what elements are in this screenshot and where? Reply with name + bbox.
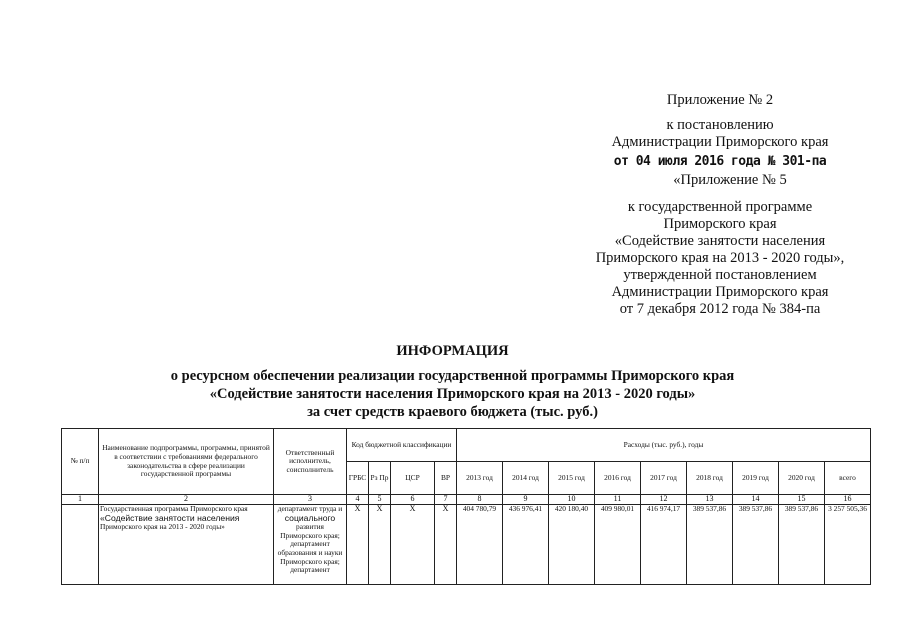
column-number: 15: [779, 495, 825, 505]
responsible-title: социального: [284, 512, 336, 523]
row-num: [62, 505, 99, 585]
program-title-1: «Содействие занятости населения: [614, 233, 826, 249]
responsible-suffix: развития Приморского края; департамент образования и науки Приморского края; департамент: [277, 522, 343, 575]
header-rzpr: Рз Пр: [369, 462, 391, 495]
row-value: 389 537,86: [733, 505, 779, 585]
program-ref: к государственной программе: [627, 199, 813, 215]
column-number: 5: [369, 495, 391, 505]
column-number: 4: [347, 495, 369, 505]
program-title-2: Приморского края на 2013 - 2020 годы»,: [595, 250, 845, 266]
original-appendix-number: «Приложение № 5: [673, 172, 787, 188]
header-csr: ЦСР: [391, 462, 435, 495]
column-number: 14: [733, 495, 779, 505]
header-year: 2020 год: [779, 462, 825, 495]
document-subtitle-3: за счет средств краевого бюджета (тыс. руб.): [307, 404, 598, 420]
column-number: 12: [641, 495, 687, 505]
column-number: 2: [99, 495, 274, 505]
program-region: Приморского края: [663, 216, 777, 232]
row-responsible: [274, 505, 347, 585]
row-vr: X: [435, 505, 457, 585]
column-number: 7: [435, 495, 457, 505]
row-value: 389 537,86: [687, 505, 733, 585]
approved-by: утвержденной постановлением: [623, 267, 817, 283]
header-name: Наименование подпрограммы, программы, принятой в соответствии с требованиями федерального законодательства в сфере реализации государственной программы: [99, 429, 274, 495]
table-row: [62, 505, 871, 585]
document-subtitle-2: «Содействие занятости населения Приморского края на 2013 - 2020 годы»: [209, 386, 696, 402]
row-program-name: [99, 505, 274, 585]
row-total: 3 257 505,36: [825, 505, 871, 585]
resource-table: [61, 428, 871, 585]
row-value: 404 780,79: [457, 505, 503, 585]
program-name-title: «Содействие занятости населения: [100, 512, 240, 523]
column-number: 3: [274, 495, 347, 505]
header-responsible: Ответственный исполнитель, соисполнитель: [274, 429, 347, 495]
row-value: 416 974,17: [641, 505, 687, 585]
column-number: 11: [595, 495, 641, 505]
program-name-suffix: Приморского края на 2013 - 2020 годы»: [100, 522, 225, 532]
column-number: 16: [825, 495, 871, 505]
header-total: всего: [825, 462, 871, 495]
column-number: 10: [549, 495, 595, 505]
row-csr: X: [391, 505, 435, 585]
header-year: 2015 год: [549, 462, 595, 495]
header-year: 2017 год: [641, 462, 687, 495]
document-title: ИНФОРМАЦИЯ: [396, 343, 509, 359]
header-num: № п/п: [62, 429, 99, 495]
row-grbs: X: [347, 505, 369, 585]
header-vr: ВР: [435, 462, 457, 495]
header-expenses: Расходы (тыс. руб.), годы: [457, 429, 871, 462]
administration-ref: Администрации Приморского края: [611, 134, 829, 150]
header-grbs: ГРБС: [347, 462, 369, 495]
column-number: 9: [503, 495, 549, 505]
approved-admin: Администрации Приморского края: [611, 284, 829, 300]
header-year: 2019 год: [733, 462, 779, 495]
header-budget-code: Код бюджетной классификации: [347, 429, 457, 462]
resolution-ref: к постановлению: [666, 117, 774, 133]
resolution-date: от 04 июля 2016 года № 301-па: [613, 154, 827, 169]
row-value: 409 980,01: [595, 505, 641, 585]
header-year: 2013 год: [457, 462, 503, 495]
row-value: 389 537,86: [779, 505, 825, 585]
responsible-prefix: департамент труда и: [277, 504, 343, 513]
document-subtitle-1: о ресурсном обеспечении реализации государственной программы Приморского края: [170, 368, 735, 384]
row-value: 436 976,41: [503, 505, 549, 585]
column-number: 6: [391, 495, 435, 505]
column-number: 1: [62, 495, 99, 505]
approved-date: от 7 декабря 2012 года № 384-па: [619, 301, 821, 317]
header-year: 2014 год: [503, 462, 549, 495]
column-number: 13: [687, 495, 733, 505]
appendix-number: Приложение № 2: [666, 92, 774, 108]
header-year: 2018 год: [687, 462, 733, 495]
program-name-prefix: Государственная программа Приморского края: [100, 504, 248, 513]
row-value: 420 180,40: [549, 505, 595, 585]
header-year: 2016 год: [595, 462, 641, 495]
column-number: 8: [457, 495, 503, 505]
row-rzpr: X: [369, 505, 391, 585]
